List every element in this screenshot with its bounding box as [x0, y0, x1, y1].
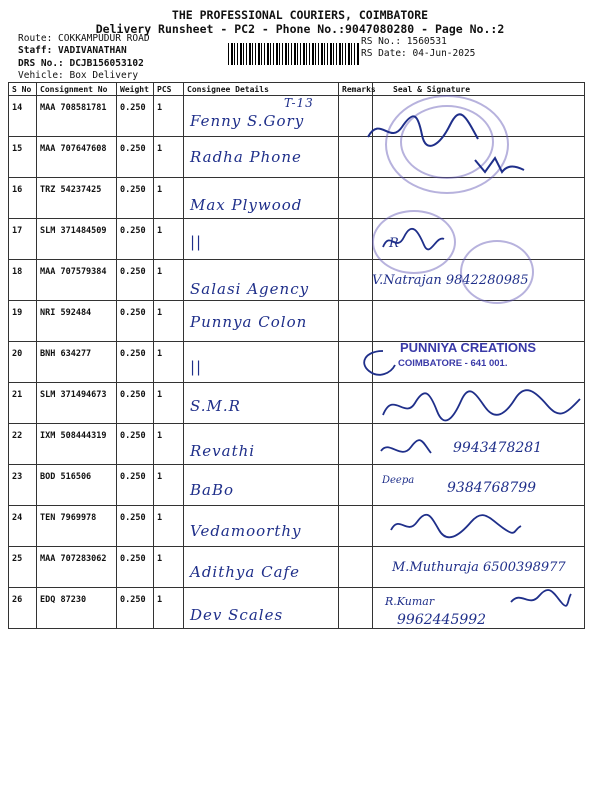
signature-r26: [505, 588, 575, 610]
weight-cell: 0.250: [117, 96, 154, 137]
table-row: [9, 178, 585, 219]
remarks-cell: [339, 465, 373, 506]
pcs-cell: 1: [154, 301, 184, 342]
consignee-handwriting: Vedamoorthy: [190, 522, 302, 540]
signature-right: [470, 150, 530, 180]
sno-cell: 17: [9, 219, 37, 260]
seal-signature-cell: [373, 301, 585, 342]
remarks-cell: [339, 178, 373, 219]
weight-cell: 0.250: [117, 383, 154, 424]
consignee-cell: [184, 383, 339, 424]
vehicle-label: Vehicle: Box Delivery: [18, 70, 139, 81]
consignee-cell: [184, 342, 339, 383]
sno-cell: 14: [9, 96, 37, 137]
consignee-handwriting: Radha Phone: [190, 148, 302, 166]
column-header-weight: Weight: [117, 83, 154, 96]
sno-cell: 23: [9, 465, 37, 506]
signature-r-mark: R: [389, 236, 399, 251]
consignee-cell: [184, 178, 339, 219]
consignment-no-cell: TEN 7969978: [37, 506, 117, 547]
consignee-cell: [184, 588, 339, 629]
sno-cell: 16: [9, 178, 37, 219]
sno-cell: 18: [9, 260, 37, 301]
consignee-handwriting: Fenny S.Gory: [190, 112, 305, 130]
sno-cell: 21: [9, 383, 37, 424]
consignment-no-cell: MAA 707579384: [37, 260, 117, 301]
consignee-handwriting: Max Plywood: [190, 196, 303, 214]
staff-label: Staff: VADIVANATHAN: [18, 45, 127, 56]
consignment-no-cell: MAA 708581781: [37, 96, 117, 137]
consignment-no-cell: SLM 371494673: [37, 383, 117, 424]
consignment-no-cell: IXM 508444319: [37, 424, 117, 465]
sno-cell: 26: [9, 588, 37, 629]
consignee-handwriting: BaBo: [190, 481, 235, 499]
phone-note-18: V.Natrajan 9842280985: [372, 273, 529, 288]
remarks-cell: [339, 383, 373, 424]
consignee-handwriting: ||: [190, 358, 203, 376]
consignee-cell: [184, 424, 339, 465]
signature-r21: [375, 385, 590, 425]
table-header-row: [9, 83, 585, 96]
remarks-cell: [339, 260, 373, 301]
pcs-cell: 1: [154, 178, 184, 219]
name-r-kumar: R.Kumar: [385, 595, 435, 608]
sno-cell: 24: [9, 506, 37, 547]
consignment-no-cell: EDQ 87230: [37, 588, 117, 629]
remarks-cell: [339, 547, 373, 588]
consignee-handwriting: Salasi Agency: [190, 280, 310, 298]
column-header-remarks: Remarks: [339, 83, 373, 96]
remarks-cell: [339, 424, 373, 465]
weight-cell: 0.250: [117, 424, 154, 465]
consignment-no-cell: MAA 707647608: [37, 137, 117, 178]
phone-note-22: 9943478281: [453, 440, 543, 456]
consignee-cell: [184, 506, 339, 547]
consignee-cell: [184, 260, 339, 301]
rs-number: RS No.: 1560531: [361, 36, 447, 47]
consignee-cell: [184, 465, 339, 506]
pcs-cell: 1: [154, 96, 184, 137]
weight-cell: 0.250: [117, 547, 154, 588]
company-title: THE PROFESSIONAL COURIERS, COIMBATORE: [171, 8, 429, 22]
consignee-cell: [184, 547, 339, 588]
pcs-cell: 1: [154, 506, 184, 547]
weight-cell: 0.250: [117, 342, 154, 383]
sno-cell: 19: [9, 301, 37, 342]
consignment-no-cell: NRI 592484: [37, 301, 117, 342]
remarks-cell: [339, 301, 373, 342]
consignee-note: T-13: [284, 96, 314, 110]
consignment-no-cell: BOD 516506: [37, 465, 117, 506]
rs-date: RS Date: 04-Jun-2025: [361, 48, 476, 59]
consignee-handwriting: Adithya Cafe: [190, 563, 300, 581]
pcs-cell: 1: [154, 424, 184, 465]
consignee-handwriting: S.M.R: [190, 397, 241, 415]
pcs-cell: 1: [154, 547, 184, 588]
weight-cell: 0.250: [117, 219, 154, 260]
route-label: Route: COKKAMPUDUR ROAD: [18, 33, 150, 44]
pcs-cell: 1: [154, 383, 184, 424]
weight-cell: 0.250: [117, 506, 154, 547]
consignee-cell: [184, 96, 339, 137]
pcs-cell: 1: [154, 465, 184, 506]
consignee-cell: [184, 137, 339, 178]
column-header-consignment: Consignment No: [37, 83, 117, 96]
drs-label: DRS No.: DCJB156053102: [18, 58, 144, 69]
pcs-cell: 1: [154, 260, 184, 301]
column-header-sno: S No: [9, 83, 37, 96]
consignee-cell: [184, 219, 339, 260]
barcode-image: [228, 43, 360, 65]
consignee-handwriting: Revathi: [190, 442, 256, 460]
consignee-handwriting: Dev Scales: [190, 606, 284, 624]
sno-cell: 25: [9, 547, 37, 588]
name-deepa: Deepa: [382, 475, 415, 486]
remarks-cell: [339, 219, 373, 260]
pcs-cell: 1: [154, 137, 184, 178]
sno-cell: 15: [9, 137, 37, 178]
consignment-no-cell: MAA 707283062: [37, 547, 117, 588]
pcs-cell: 1: [154, 588, 184, 629]
signature-r20: [355, 345, 400, 380]
phone-note-23: 9384768799: [447, 480, 537, 496]
column-header-pcs: PCS: [154, 83, 184, 96]
sno-cell: 22: [9, 424, 37, 465]
column-header-seal: Seal & Signature: [373, 83, 585, 96]
weight-cell: 0.250: [117, 178, 154, 219]
weight-cell: 0.250: [117, 137, 154, 178]
consignee-cell: [184, 301, 339, 342]
phone-note-26: 9962445992: [397, 612, 487, 628]
column-header-consignee: Consignee Details: [184, 83, 339, 96]
sno-cell: 20: [9, 342, 37, 383]
remarks-cell: [339, 588, 373, 629]
company-seal-line2: COIMBATORE - 641 001.: [398, 358, 508, 369]
table-row: [9, 301, 585, 342]
consignment-no-cell: BNH 634277: [37, 342, 117, 383]
weight-cell: 0.250: [117, 260, 154, 301]
signature-r24: [385, 510, 525, 540]
weight-cell: 0.250: [117, 588, 154, 629]
weight-cell: 0.250: [117, 301, 154, 342]
company-seal-line1: PUNNIYA CREATIONS: [400, 340, 537, 355]
pcs-cell: 1: [154, 219, 184, 260]
pcs-cell: 1: [154, 342, 184, 383]
table-row: [9, 588, 585, 629]
consignment-no-cell: TRZ 54237425: [37, 178, 117, 219]
stamp-circle-mid-2: [460, 240, 534, 304]
consignee-handwriting: Punnya Colon: [190, 313, 308, 331]
weight-cell: 0.250: [117, 465, 154, 506]
consignment-no-cell: SLM 371484509: [37, 219, 117, 260]
signature-r22: [375, 435, 435, 465]
consignee-handwriting: ||: [190, 233, 203, 251]
remarks-cell: [339, 506, 373, 547]
runsheet-subtitle: Delivery Runsheet - PC2 - Phone No.:9047080280 - Page No.:2: [95, 22, 505, 36]
phone-note-25: M.Muthuraja 6500398977: [392, 560, 566, 575]
